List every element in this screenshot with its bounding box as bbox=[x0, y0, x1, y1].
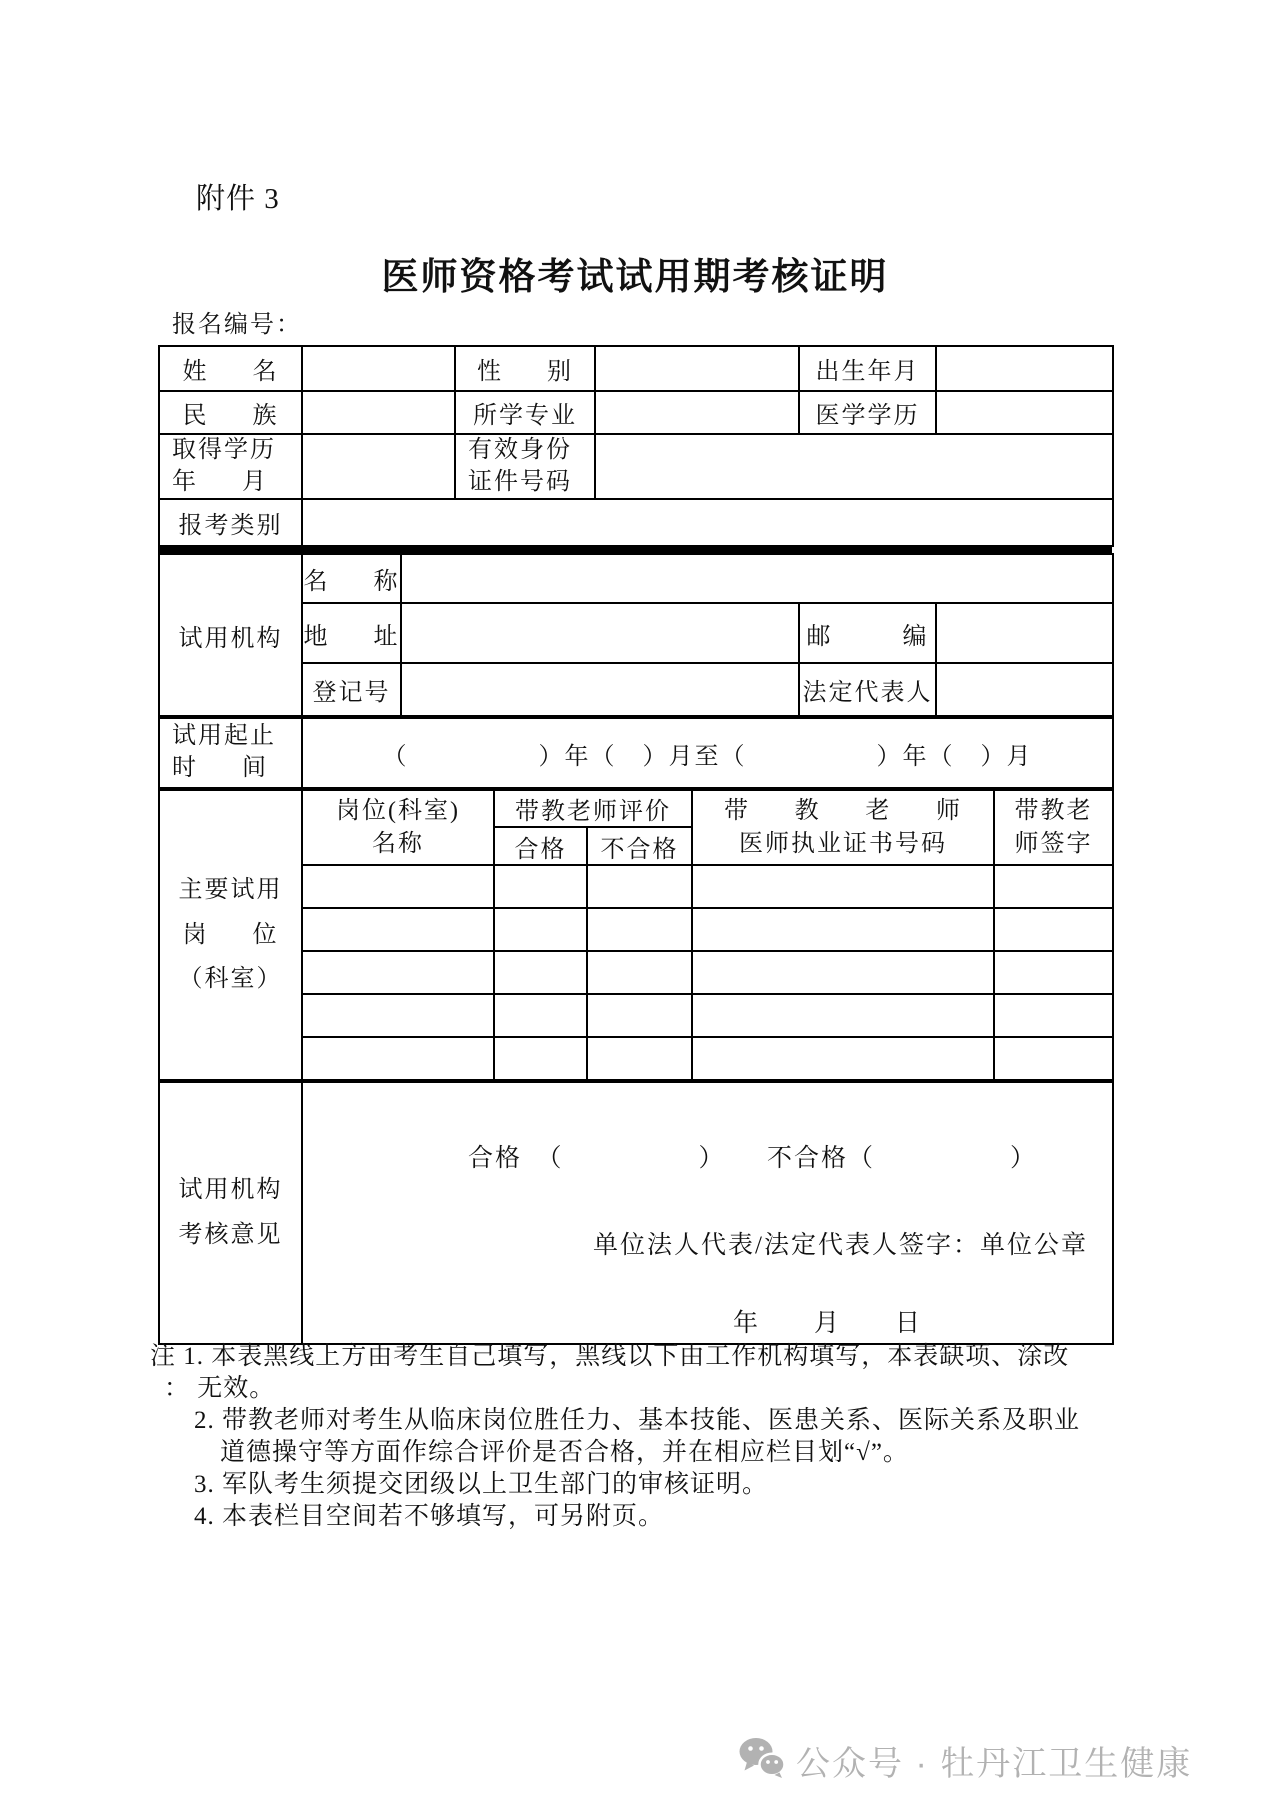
applicant-info-table bbox=[158, 345, 1114, 547]
assessment-result-line: 合格 （ ） 不合格（ ） bbox=[468, 1145, 1038, 1172]
note-line: ： 无效。 bbox=[164, 1375, 276, 1402]
wechat-icon bbox=[738, 1737, 786, 1784]
category-value-cell bbox=[302, 499, 1113, 546]
org-regno-label: 登记号 bbox=[302, 663, 401, 716]
registration-number-label: 报名编号： bbox=[172, 312, 302, 338]
edu-date-value-cell bbox=[302, 434, 455, 499]
position-empty-row bbox=[159, 908, 1113, 951]
organization-table bbox=[158, 553, 1114, 717]
col-header-teacher-cert: 带教老师 医师执业证书号码 bbox=[692, 790, 994, 865]
id-number-label: 有效身份 证件号码 bbox=[455, 434, 595, 499]
major-value-cell bbox=[595, 391, 799, 434]
note-line: 4. 本表栏目空间若不够填写，可另附页。 bbox=[194, 1503, 665, 1530]
wechat-account-label: 公众号 · 牡丹江卫生健康 bbox=[796, 1745, 1193, 1783]
org-name-label: 名称 bbox=[302, 554, 401, 603]
ethnicity-value-cell bbox=[302, 391, 455, 434]
col-header-pass: 合格 bbox=[494, 827, 587, 865]
page-title: 医师资格考试试用期考核证明 bbox=[381, 257, 889, 298]
birth-label: 出生年月 bbox=[799, 346, 936, 391]
note-line: 3. 军队考生须提交团级以上卫生部门的审核证明。 bbox=[194, 1471, 769, 1498]
gender-value-cell bbox=[595, 346, 799, 391]
id-number-value-cell bbox=[595, 434, 1113, 499]
org-address-label: 地址 bbox=[302, 603, 401, 663]
org-regno-value-cell bbox=[401, 663, 799, 716]
period-value: （ ）年（ ）月至（ ）年（ ）月 bbox=[302, 718, 1113, 788]
gender-label: 性别 bbox=[455, 346, 595, 391]
period-label: 试用起止 时间 bbox=[159, 718, 302, 788]
assessment-content-cell bbox=[302, 1082, 1113, 1344]
position-empty-row bbox=[159, 1037, 1113, 1080]
positions-label: 主要试用 岗位 （科室） bbox=[159, 790, 302, 1080]
position-empty-row bbox=[159, 994, 1113, 1037]
note-line: 注 1. 本表黑线上方由考生自己填写，黑线以下由工作机构填写，本表缺项、涂改 bbox=[150, 1343, 1070, 1370]
major-label: 所学专业 bbox=[455, 391, 595, 434]
ethnicity-label: 民族 bbox=[159, 391, 302, 434]
position-empty-row bbox=[159, 865, 1113, 908]
education-label: 医学学历 bbox=[799, 391, 936, 434]
note-line: 道德操守等方面作综合评价是否合格，并在相应栏目划“√”。 bbox=[220, 1439, 909, 1466]
position-empty-row bbox=[159, 951, 1113, 994]
legal-rep-value-cell bbox=[936, 663, 1113, 716]
assessment-table bbox=[158, 1081, 1114, 1345]
col-header-teacher-signature: 带教老 师签字 bbox=[994, 790, 1113, 865]
name-value-cell bbox=[302, 346, 455, 391]
wechat-watermark bbox=[738, 1736, 1192, 1785]
attachment-label: 附件 3 bbox=[196, 183, 280, 215]
birth-value-cell bbox=[936, 346, 1113, 391]
edu-date-label: 取得学历 年月 bbox=[159, 434, 302, 499]
postcode-label: 邮编 bbox=[799, 603, 936, 663]
category-label: 报考类别 bbox=[159, 499, 302, 546]
assessment-signature-line: 单位法人代表/法定代表人签字：单位公章 bbox=[593, 1232, 1088, 1259]
org-name-value-cell bbox=[401, 554, 1113, 603]
organization-label: 试用机构 bbox=[159, 554, 302, 716]
col-header-post-name: 岗位(科室) 名称 bbox=[302, 790, 494, 865]
note-line: 2. 带教老师对考生从临床岗位胜任力、基本技能、医患关系、医际关系及职业 bbox=[194, 1407, 1081, 1434]
assessment-date-line: 年 月 日 bbox=[733, 1310, 923, 1337]
postcode-value-cell bbox=[936, 603, 1113, 663]
positions-table bbox=[158, 789, 1114, 1081]
assessment-label: 试用机构 考核意见 bbox=[159, 1082, 302, 1344]
footnotes bbox=[150, 1341, 1150, 1533]
col-header-fail: 不合格 bbox=[587, 827, 692, 865]
certificate-form bbox=[158, 345, 1112, 1345]
probation-period-table bbox=[158, 717, 1114, 789]
col-header-teacher-eval: 带教老师评价 bbox=[494, 790, 692, 827]
name-label: 姓名 bbox=[159, 346, 302, 391]
org-address-value-cell bbox=[401, 603, 799, 663]
education-value-cell bbox=[936, 391, 1113, 434]
legal-rep-label: 法定代表人 bbox=[799, 663, 936, 716]
